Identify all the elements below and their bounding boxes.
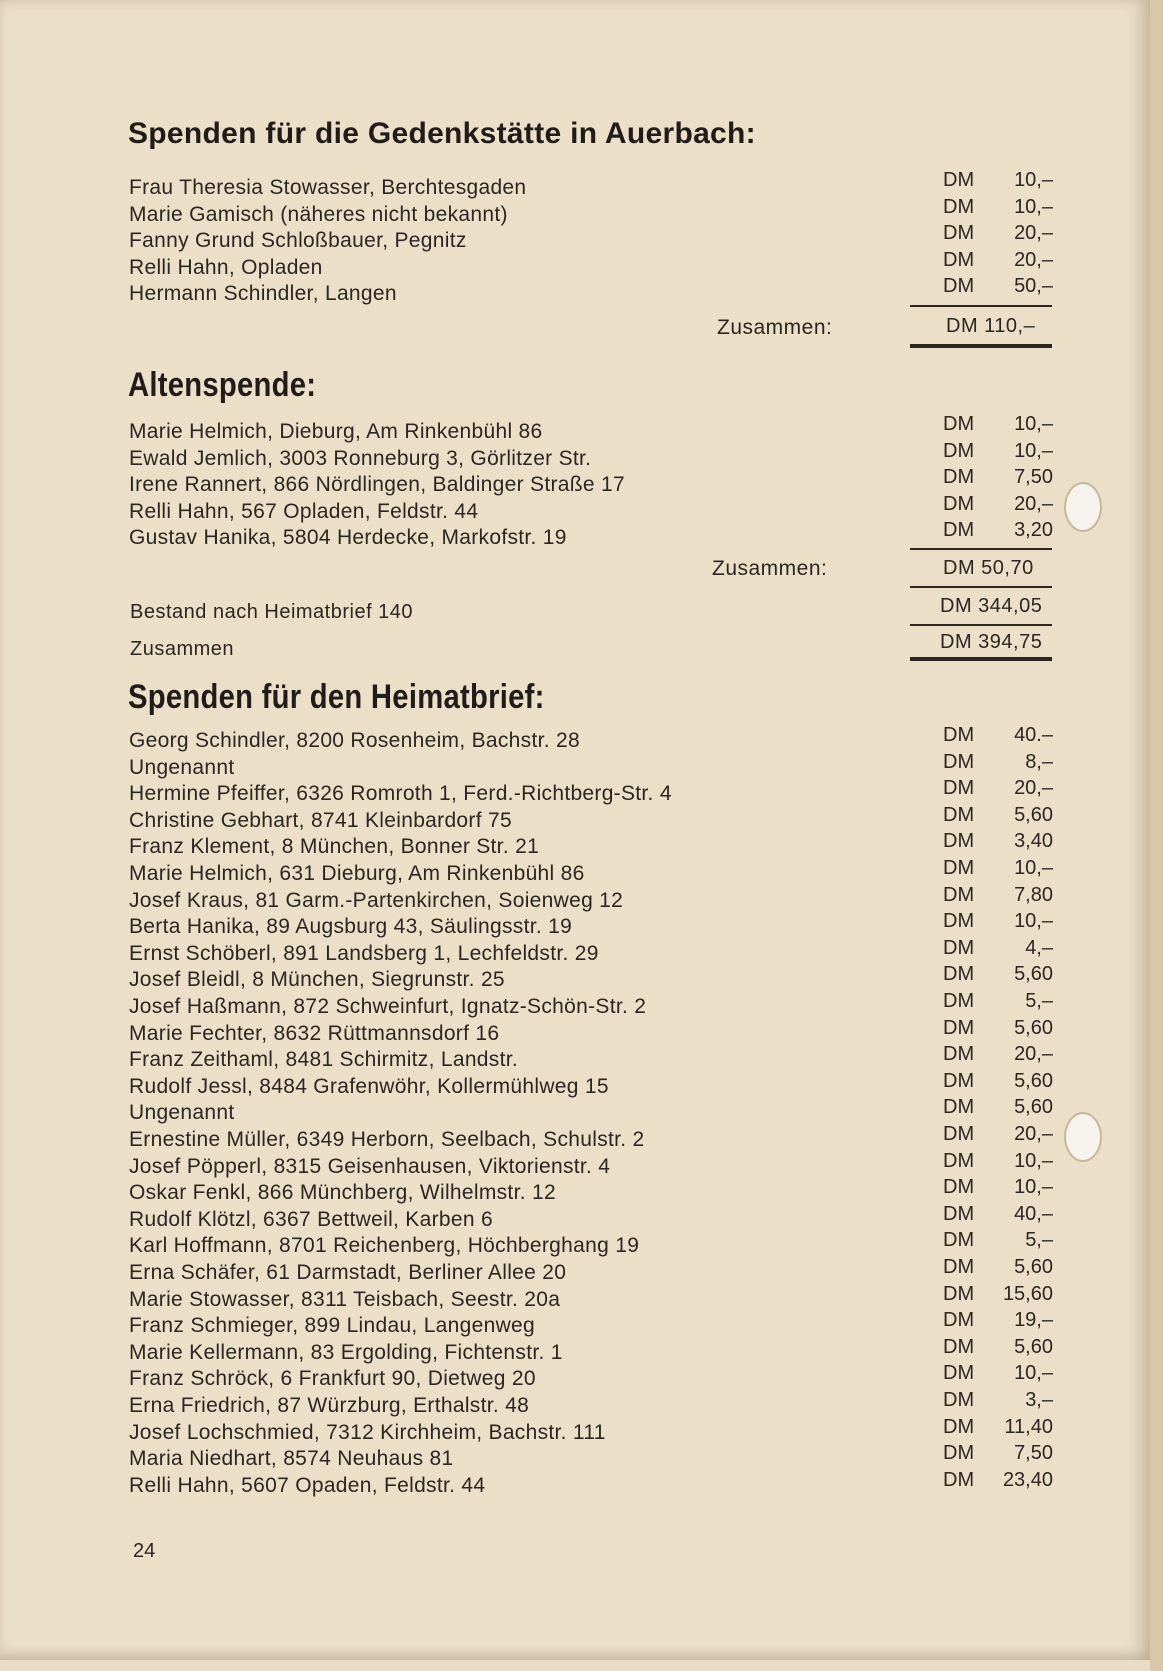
donor-name: Marie Helmich, Dieburg, Am Rinkenbühl 86 [129,420,543,443]
donor-name: Gustav Hanika, 5804 Herdecke, Markofstr. 19 [129,526,567,549]
amount-value: 5,– [1025,1229,1053,1252]
currency-label: DM [943,1442,975,1465]
donor-name: Oskar Fenkl, 866 Münchberg, Wilhelmstr. 12 [129,1181,556,1205]
currency-label: DM [943,519,975,541]
balance-amount: DM 344,05 [940,595,1043,617]
amount-value: 10,– [1014,413,1053,435]
donor-name: Frau Theresia Stowasser, Berchtesgaden [129,176,527,199]
grand-total-amount: DM 394,75 [940,631,1043,653]
amount-value: 50,– [1014,275,1053,297]
amount-value: 23,40 [1002,1468,1053,1491]
amount-value: 10,– [1014,910,1053,933]
currency-label: DM [943,910,975,933]
donor-name: Marie Stowasser, 8311 Teisbach, Seestr. 20a [129,1287,561,1311]
amount-value: 8,– [1025,750,1053,773]
currency-label: DM [943,777,975,800]
currency-label: DM [943,1468,975,1491]
donor-name: Josef Lochschmied, 7312 Kirchheim, Bachstr. 111 [129,1420,606,1444]
page-number: 24 [133,1540,156,1562]
divider-line [910,548,1052,550]
currency-label: DM [943,1309,975,1332]
amount-value: 5,60 [1014,1335,1053,1358]
currency-label: DM [943,1069,975,1092]
amount-value: 5,60 [1014,1096,1053,1119]
donor-name: Erna Schäfer, 61 Darmstadt, Berliner Allee 20 [129,1261,567,1284]
donor-name: Christine Gebhart, 8741 Kleinbardorf 75 [129,808,512,832]
currency-label: DM [943,169,975,191]
amount-value: 7,80 [1014,883,1053,906]
currency-label: DM [943,1282,975,1305]
amount-value: 5,60 [1014,1069,1053,1092]
currency-label: DM [943,1335,975,1358]
amount-value: 20,– [1014,1123,1053,1145]
donor-name: Franz Klement, 8 München, Bonner Str. 21 [129,835,540,859]
donor-name: Hermine Pfeiffer, 6326 Romroth 1, Ferd.-Richtberg-Str. 4 [129,782,672,806]
amount-value: 10,– [1014,1149,1053,1172]
donor-name: Ernestine Müller, 6349 Herborn, Seelbach, Schulstr. 2 [129,1128,645,1151]
amount-value: 20,– [1014,222,1053,244]
balance-label: Bestand nach Heimatbrief 140 [130,601,414,623]
donor-name: Marie Helmich, 631 Dieburg, Am Rinkenbühl 86 [129,862,585,885]
donor-name: Marie Fechter, 8632 Rüttmannsdorf 16 [129,1021,500,1045]
currency-label: DM [943,1229,975,1252]
amount-value: 20,– [1014,777,1053,800]
currency-label: DM [943,857,975,879]
currency-label: DM [943,750,975,773]
donor-name: Rudolf Jessl, 8484 Grafenwöhr, Kollermühlweg 15 [129,1074,609,1098]
amount-value: 5,60 [1014,963,1053,986]
amount-value: 20,– [1014,1043,1053,1066]
donor-name: Relli Hahn, 567 Opladen, Feldstr. 44 [129,499,479,523]
amount-value: 3,20 [1014,519,1053,541]
total-amount: DM 110,– [946,315,1036,337]
donor-name: Irene Rannert, 866 Nördlingen, Baldinger Straße 17 [129,473,625,496]
currency-label: DM [943,1415,975,1438]
donor-name: Relli Hahn, 5607 Opaden, Feldstr. 44 [129,1473,486,1497]
currency-label: DM [943,1016,975,1039]
total-label: Zusammen: [712,557,828,580]
currency-label: DM [943,830,975,853]
amount-value: 19,– [1014,1309,1053,1332]
currency-label: DM [943,1043,975,1066]
currency-label: DM [943,195,975,218]
donor-name: Josef Haßmann, 872 Schweinfurt, Ignatz-Schön-Str. 2 [129,995,647,1018]
amount-value: 4,– [1025,936,1053,959]
total-label: Zusammen: [717,316,833,339]
grand-total-label: Zusammen [130,638,235,660]
amount-value: 11,40 [1004,1415,1053,1438]
donor-name: Marie Kellermann, 83 Ergolding, Fichtenstr. 1 [129,1340,563,1364]
currency-label: DM [943,936,975,959]
amount-value: 5,– [1025,990,1053,1012]
divider-line [910,305,1052,307]
currency-label: DM [943,1149,975,1172]
amount-value: 5,60 [1014,1016,1053,1039]
amount-value: 20,– [1014,492,1053,515]
section-title-altenspende: Altenspende: [128,366,317,404]
divider-line [910,657,1052,661]
donor-name: Fanny Grund Schloßbauer, Pegnitz [129,229,467,252]
divider-line [910,624,1052,626]
currency-label: DM [943,439,975,462]
donor-name: Franz Zeithaml, 8481 Schirmitz, Landstr. [129,1048,518,1072]
currency-label: DM [943,248,975,271]
amount-value: 10,– [1014,169,1053,191]
currency-label: DM [943,963,975,986]
currency-label: DM [943,222,975,244]
amount-value: 7,50 [1014,1442,1053,1465]
amount-value: 15,60 [1002,1282,1053,1305]
currency-label: DM [943,724,975,746]
donor-name: Ungenannt [129,755,235,779]
donor-name: Josef Bleidl, 8 München, Siegrunstr. 25 [129,968,505,992]
amount-value: 40,– [1014,1202,1053,1225]
page-edge [1150,0,1163,1671]
donor-name: Marie Gamisch (näheres nicht bekannt) [129,202,508,226]
currency-label: DM [943,413,975,435]
currency-label: DM [943,1202,975,1225]
amount-value: 40.– [1014,724,1053,746]
donor-name: Ernst Schöberl, 891 Landsberg 1, Lechfeldstr. 29 [129,941,599,965]
amount-value: 3,40 [1014,830,1053,853]
punch-hole [1064,482,1102,532]
donor-name: Ungenannt [129,1101,235,1125]
currency-label: DM [943,883,975,906]
donor-name: Franz Schröck, 6 Frankfurt 90, Dietweg 20 [129,1367,536,1391]
currency-label: DM [943,492,975,515]
currency-label: DM [943,1176,975,1199]
amount-value: 5,60 [1014,803,1053,826]
donor-name: Josef Kraus, 81 Garm.-Partenkirchen, Soienweg 12 [129,888,624,912]
total-amount: DM 50,70 [943,557,1034,579]
amount-value: 10,– [1014,857,1053,879]
donor-name: Erna Friedrich, 87 Würzburg, Erthalstr. 48 [129,1394,530,1417]
amount-value: 10,– [1014,1176,1053,1199]
donor-name: Josef Pöpperl, 8315 Geisenhausen, Viktorienstr. 4 [129,1154,611,1178]
donor-name: Hermann Schindler, Langen [129,282,397,305]
donor-name: Ewald Jemlich, 3003 Ronneburg 3, Görlitzer Str. [129,446,592,470]
donor-name: Berta Hanika, 89 Augsburg 43, Säulingsstr. 19 [129,915,573,939]
punch-hole [1064,1112,1102,1162]
currency-label: DM [943,466,975,488]
currency-label: DM [943,990,975,1012]
amount-value: 20,– [1014,248,1053,271]
currency-label: DM [943,1096,975,1119]
currency-label: DM [943,1123,975,1145]
amount-value: 10,– [1014,439,1053,462]
currency-label: DM [943,1256,975,1278]
amount-value: 10,– [1014,1362,1053,1385]
donor-name: Maria Niedhart, 8574 Neuhaus 81 [129,1447,454,1471]
section-title-auerbach: Spenden für die Gedenkstätte in Auerbach: [128,117,756,150]
amount-value: 3,– [1025,1389,1053,1411]
currency-label: DM [943,1389,975,1411]
divider-line [910,344,1052,348]
currency-label: DM [943,275,975,297]
divider-line [910,586,1052,588]
donor-name: Relli Hahn, Opladen [129,255,323,279]
amount-value: 5,60 [1014,1256,1053,1278]
amount-value: 7,50 [1014,466,1053,488]
donor-name: Rudolf Klötzl, 6367 Bettweil, Karben 6 [129,1207,493,1231]
currency-label: DM [943,803,975,826]
currency-label: DM [943,1362,975,1385]
section-title-heimatbrief: Spenden für den Heimatbrief: [128,678,545,716]
donor-name: Georg Schindler, 8200 Rosenheim, Bachstr. 28 [129,729,580,752]
amount-value: 10,– [1014,195,1053,218]
donor-name: Franz Schmieger, 899 Lindau, Langenweg [129,1314,536,1338]
donor-name: Karl Hoffmann, 8701 Reichenberg, Höchberghang 19 [129,1234,640,1258]
